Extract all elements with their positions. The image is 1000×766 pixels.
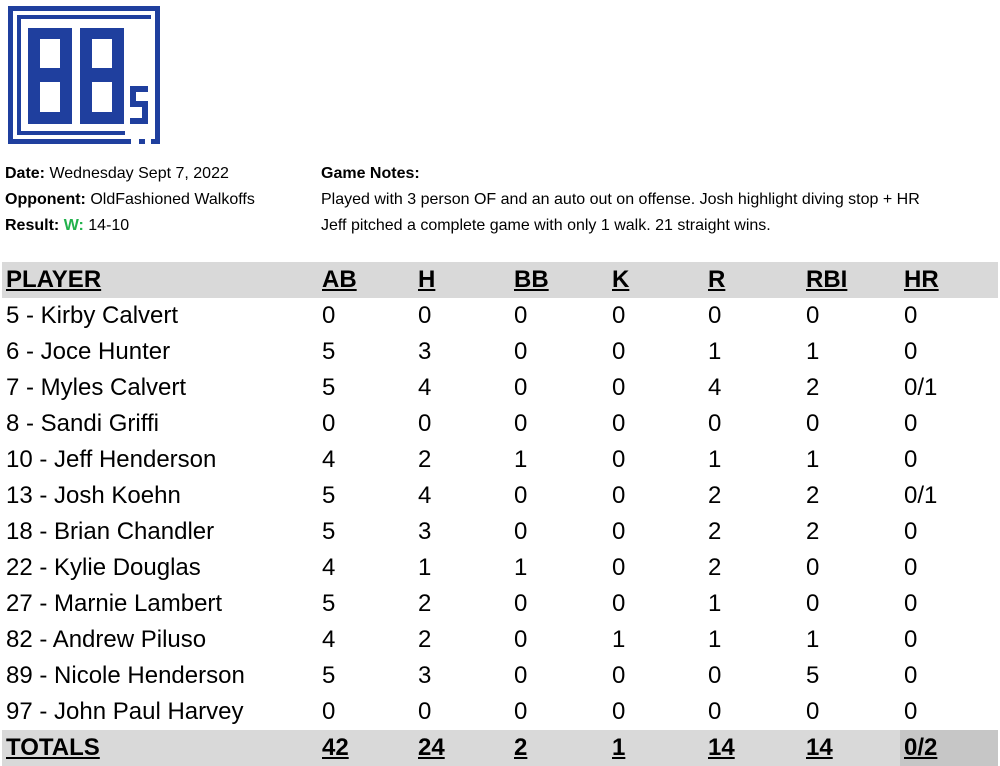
- game-notes: [321, 161, 997, 239]
- cell-hr: 0: [904, 626, 918, 653]
- cell-hr: 0/1: [904, 374, 938, 401]
- cell-r: 0: [708, 698, 722, 725]
- cell-bb: 1: [514, 446, 528, 473]
- cell-bb: 0: [514, 374, 528, 401]
- cell-rbi: 2: [806, 482, 820, 509]
- result-row: [5, 213, 255, 239]
- cell-hr: 0/1: [904, 482, 938, 509]
- result-label: Result:: [5, 217, 60, 234]
- cell-ab: 5: [322, 374, 336, 401]
- cell-rbi: 2: [806, 374, 820, 401]
- cell-player: 10 - Jeff Henderson: [6, 446, 217, 473]
- totals-row: [2, 730, 998, 766]
- cell-rbi: 1: [806, 626, 820, 653]
- totals-rbi: 14: [802, 730, 900, 766]
- totals-h: 24: [414, 730, 510, 766]
- table-row: [2, 514, 998, 550]
- opponent-value: OldFashioned Walkoffs: [90, 191, 255, 208]
- cell-rbi: 0: [806, 590, 820, 617]
- cell-player: 97 - John Paul Harvey: [6, 698, 244, 725]
- cell-ab: 4: [322, 446, 336, 473]
- header-h: H: [414, 262, 510, 298]
- cell-r: 1: [708, 338, 722, 365]
- header-r: R: [704, 262, 802, 298]
- cell-bb: 0: [514, 662, 528, 689]
- cell-hr: 0: [904, 698, 918, 725]
- cell-player: 22 - Kylie Douglas: [6, 554, 201, 581]
- result-score: 14-10: [88, 217, 130, 234]
- table-row: [2, 298, 998, 334]
- cell-k: 0: [612, 662, 626, 689]
- cell-bb: 0: [514, 518, 528, 545]
- table-row: [2, 478, 998, 514]
- totals-r: 14: [704, 730, 802, 766]
- cell-bb: 0: [514, 590, 528, 617]
- cell-k: 0: [612, 446, 626, 473]
- header-hr: HR: [900, 262, 998, 298]
- cell-rbi: 0: [806, 554, 820, 581]
- cell-h: 4: [418, 374, 432, 401]
- result-outcome: W:: [63, 217, 84, 234]
- cell-r: 1: [708, 446, 722, 473]
- totals-k: 1: [608, 730, 704, 766]
- cell-ab: 4: [322, 626, 336, 653]
- totals-label: TOTALS: [2, 730, 318, 766]
- opponent-row: [5, 187, 255, 213]
- cell-h: 3: [418, 662, 432, 689]
- cell-h: 0: [418, 302, 432, 329]
- table-row: [2, 622, 998, 658]
- cell-ab: 0: [322, 410, 336, 437]
- cell-bb: 0: [514, 482, 528, 509]
- table-row: [2, 442, 998, 478]
- date-row: [5, 161, 255, 187]
- cell-hr: 0: [904, 302, 918, 329]
- cell-ab: 0: [322, 698, 336, 725]
- cell-ab: 5: [322, 590, 336, 617]
- cell-rbi: 0: [806, 698, 820, 725]
- cell-player: 82 - Andrew Piluso: [6, 626, 207, 653]
- cell-r: 4: [708, 374, 722, 401]
- cell-k: 0: [612, 590, 626, 617]
- cell-player: 89 - Nicole Henderson: [6, 662, 245, 689]
- cell-r: 2: [708, 482, 722, 509]
- cell-ab: 5: [322, 338, 336, 365]
- cell-r: 1: [708, 626, 722, 653]
- cell-r: 0: [708, 662, 722, 689]
- cell-hr: 0: [904, 518, 918, 545]
- header-rbi: RBI: [802, 262, 900, 298]
- cell-player: 8 - Sandi Griffi: [6, 410, 159, 437]
- cell-k: 0: [612, 482, 626, 509]
- cell-r: 0: [708, 410, 722, 437]
- box-score-table: [2, 262, 998, 766]
- cell-k: 0: [612, 518, 626, 545]
- cell-bb: 0: [514, 626, 528, 653]
- cell-hr: 0: [904, 446, 918, 473]
- cell-r: 0: [708, 302, 722, 329]
- cell-hr: 0: [904, 662, 918, 689]
- cell-r: 2: [708, 518, 722, 545]
- cell-r: 2: [708, 554, 722, 581]
- header-k: K: [608, 262, 704, 298]
- cell-player: 7 - Myles Calvert: [6, 374, 187, 401]
- header-player: PLAYER: [2, 262, 318, 298]
- cell-player: 6 - Joce Hunter: [6, 338, 171, 365]
- game-notes-line: Jeff pitched a complete game with only 1 walk. 21 straight wins.: [321, 217, 771, 234]
- cell-k: 0: [612, 374, 626, 401]
- header-ab: AB: [318, 262, 414, 298]
- cell-rbi: 1: [806, 338, 820, 365]
- table-row: [2, 370, 998, 406]
- cell-h: 2: [418, 590, 432, 617]
- cell-rbi: 5: [806, 662, 820, 689]
- table-row: [2, 406, 998, 442]
- cell-player: 18 - Brian Chandler: [6, 518, 215, 545]
- player-rows: [2, 298, 998, 730]
- cell-bb: 0: [514, 302, 528, 329]
- date-label: Date:: [5, 165, 46, 182]
- cell-ab: 4: [322, 554, 336, 581]
- table-row: [2, 586, 998, 622]
- table-row: [2, 334, 998, 370]
- cell-hr: 0: [904, 410, 918, 437]
- cell-h: 0: [418, 410, 432, 437]
- cell-k: 0: [612, 698, 626, 725]
- cell-player: 13 - Josh Koehn: [6, 482, 181, 509]
- game-notes-label: Game Notes:: [321, 165, 420, 182]
- cell-h: 1: [418, 554, 432, 581]
- cell-hr: 0: [904, 338, 918, 365]
- cell-rbi: 2: [806, 518, 820, 545]
- cell-bb: 0: [514, 338, 528, 365]
- opponent-label: Opponent:: [5, 191, 86, 208]
- cell-ab: 5: [322, 518, 336, 545]
- game-info: [5, 161, 255, 239]
- cell-player: 27 - Marnie Lambert: [6, 590, 223, 617]
- cell-k: 0: [612, 410, 626, 437]
- cell-h: 4: [418, 482, 432, 509]
- cell-h: 2: [418, 446, 432, 473]
- totals-hr: 0/2: [900, 730, 998, 766]
- cell-bb: 1: [514, 554, 528, 581]
- cell-hr: 0: [904, 554, 918, 581]
- cell-hr: 0: [904, 590, 918, 617]
- cell-h: 3: [418, 518, 432, 545]
- cell-k: 1: [612, 626, 626, 653]
- table-row: [2, 658, 998, 694]
- cell-h: 3: [418, 338, 432, 365]
- table-row: [2, 550, 998, 586]
- cell-k: 0: [612, 338, 626, 365]
- cell-rbi: 0: [806, 302, 820, 329]
- cell-player: 5 - Kirby Calvert: [6, 302, 179, 329]
- totals-bb: 2: [510, 730, 608, 766]
- cell-bb: 0: [514, 410, 528, 437]
- cell-ab: 5: [322, 482, 336, 509]
- header-bb: BB: [510, 262, 608, 298]
- team-88s-logo: [8, 6, 160, 144]
- cell-h: 2: [418, 626, 432, 653]
- cell-k: 0: [612, 554, 626, 581]
- game-notes-line: Played with 3 person OF and an auto out on offense. Josh highlight diving stop + HR: [321, 191, 920, 208]
- table-row: [2, 694, 998, 730]
- totals-ab: 42: [318, 730, 414, 766]
- cell-bb: 0: [514, 698, 528, 725]
- cell-ab: 0: [322, 302, 336, 329]
- cell-ab: 5: [322, 662, 336, 689]
- table-header-row: [2, 262, 998, 298]
- cell-rbi: 0: [806, 410, 820, 437]
- cell-h: 0: [418, 698, 432, 725]
- cell-k: 0: [612, 302, 626, 329]
- cell-rbi: 1: [806, 446, 820, 473]
- cell-r: 1: [708, 590, 722, 617]
- date-value: Wednesday Sept 7, 2022: [49, 165, 229, 182]
